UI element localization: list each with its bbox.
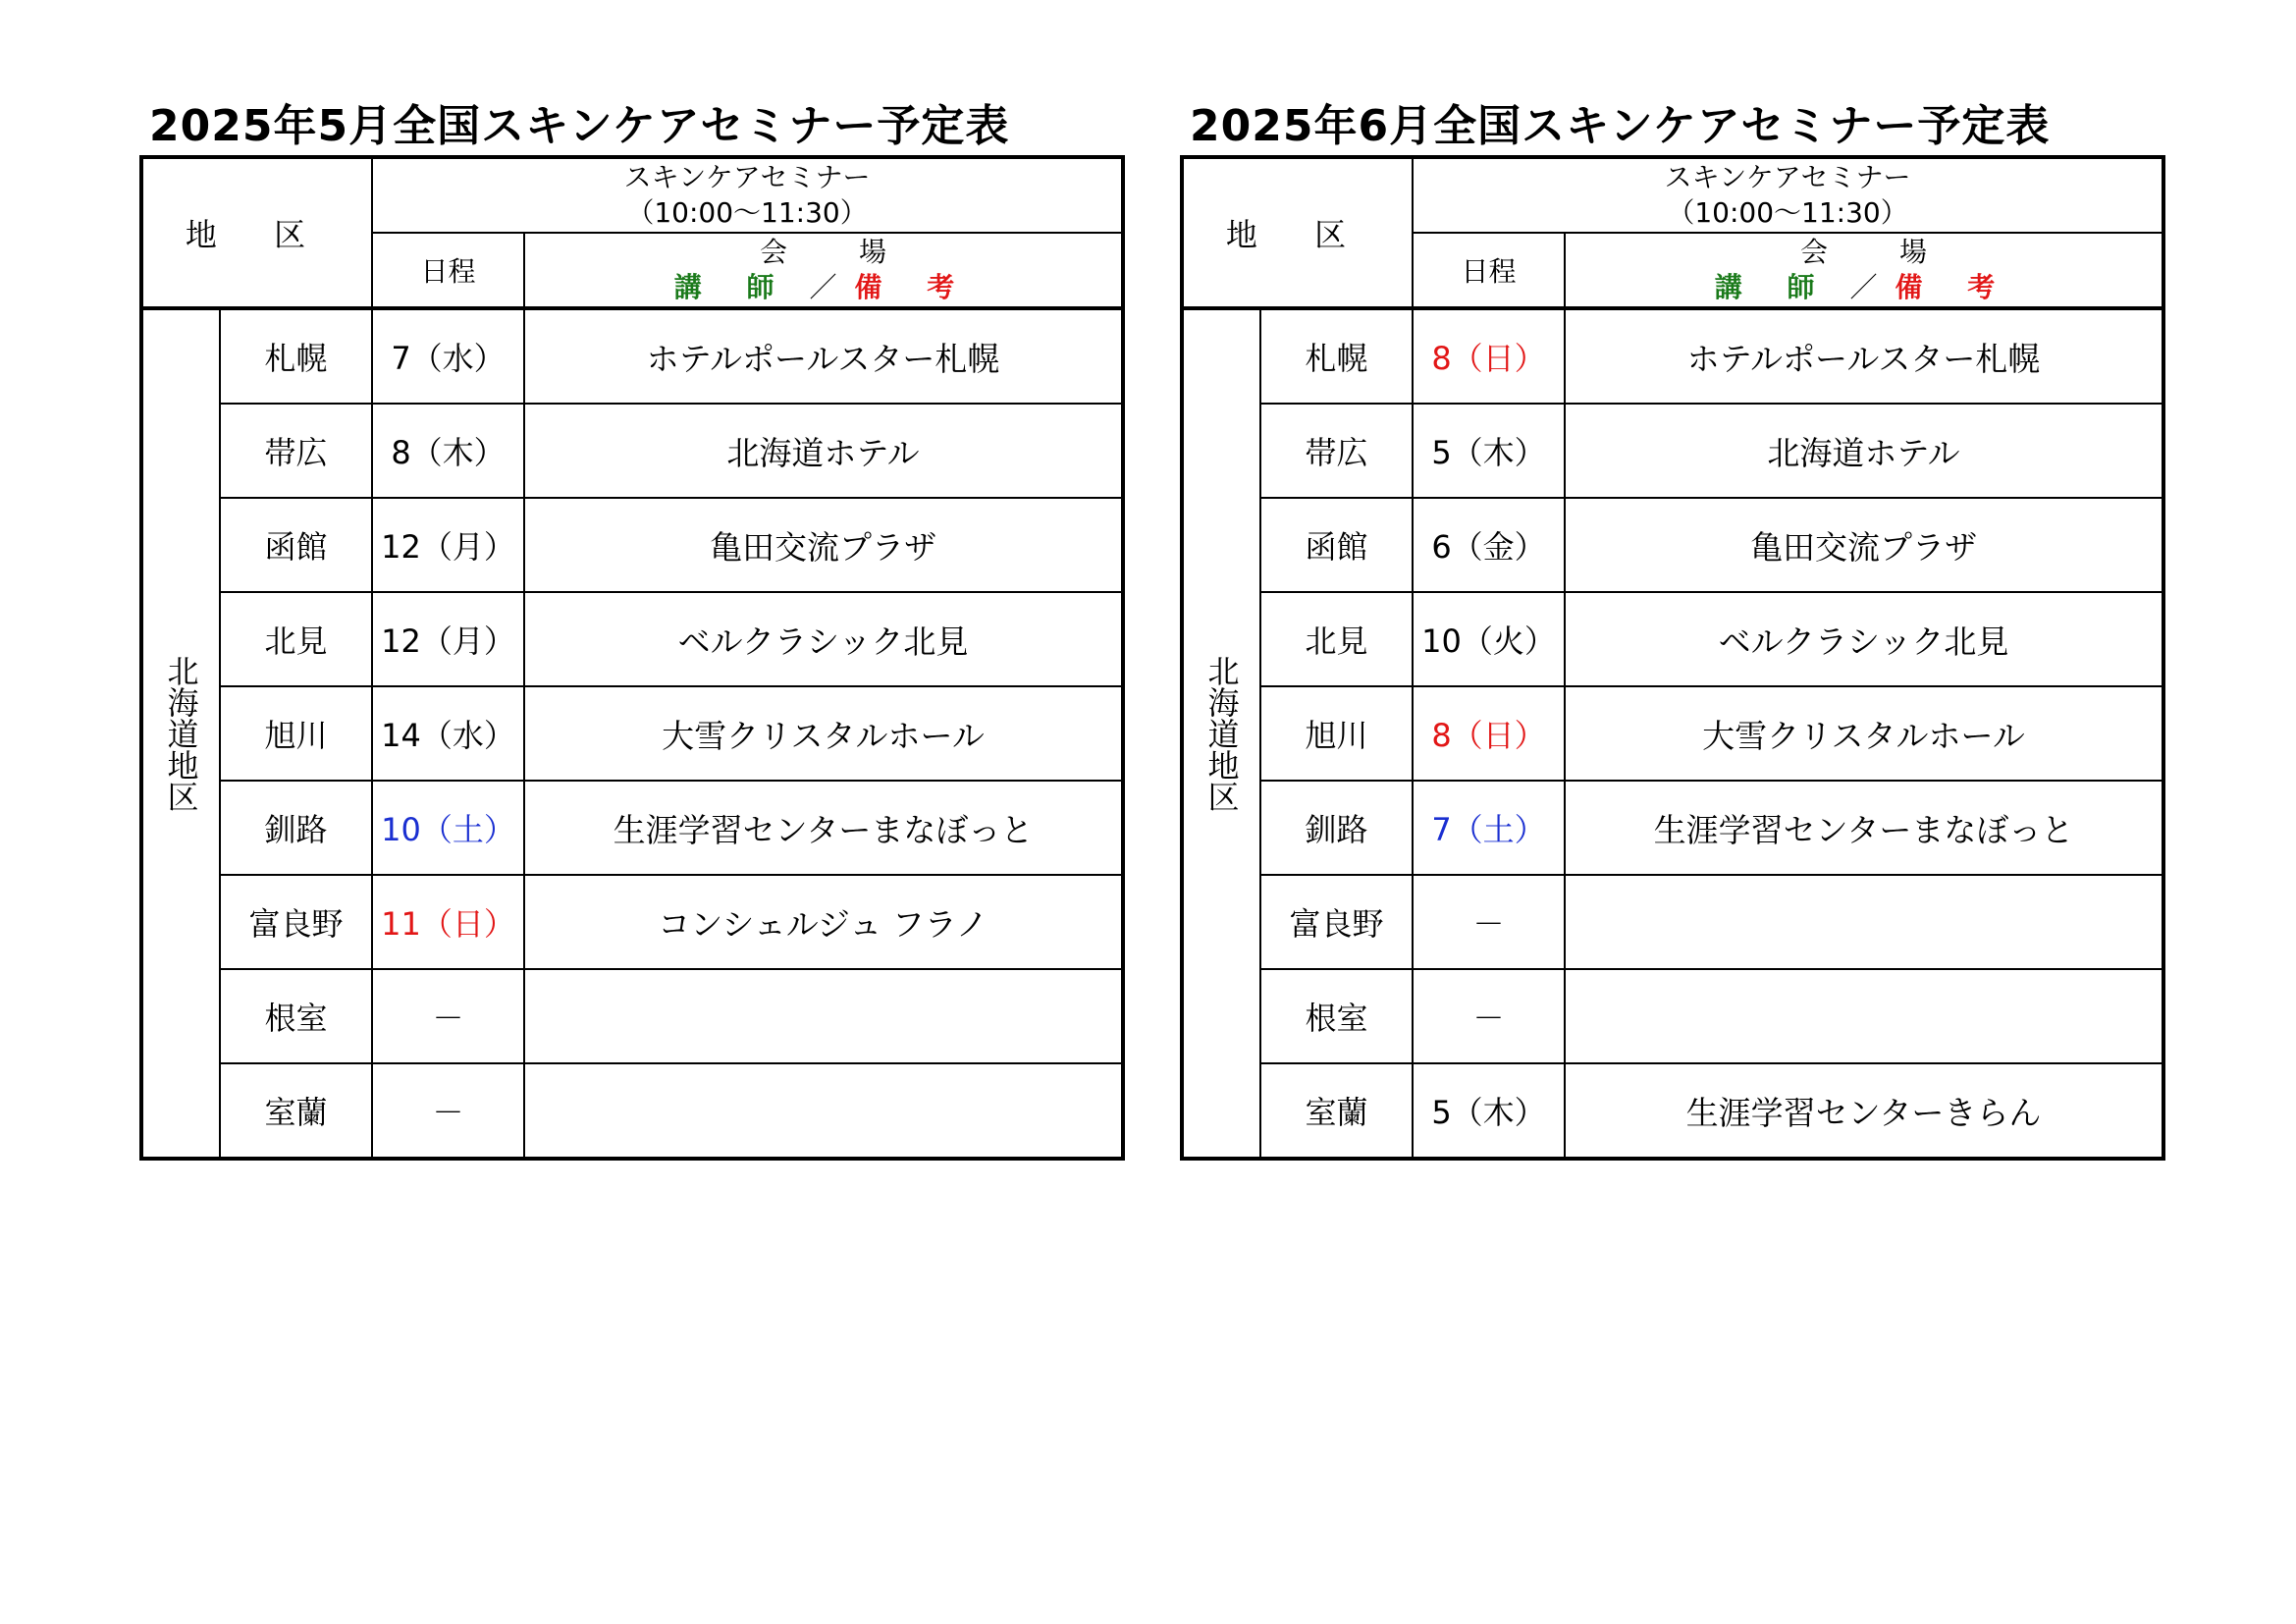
venue-label: 会 場 bbox=[760, 236, 918, 268]
date-header: 日程 bbox=[372, 233, 524, 308]
table-row bbox=[1182, 875, 2163, 969]
date-header: 日程 bbox=[1413, 233, 1565, 308]
venue-cell: 大雪クリスタルホール bbox=[524, 686, 1123, 781]
table-row bbox=[1182, 592, 2163, 686]
city-cell: 函館 bbox=[220, 498, 372, 592]
seminar-header bbox=[1413, 157, 2163, 233]
venue-header bbox=[524, 233, 1123, 308]
city-cell: 富良野 bbox=[220, 875, 372, 969]
date-cell: － bbox=[372, 969, 524, 1063]
schedule-june bbox=[1180, 98, 2162, 1161]
venue-cell bbox=[1565, 875, 2163, 969]
date-cell: 10（火） bbox=[1413, 592, 1565, 686]
venue-cell: 亀田交流プラザ bbox=[1565, 498, 2163, 592]
table-row bbox=[141, 781, 1123, 875]
area-header: 地 区 bbox=[141, 157, 372, 308]
venue-cell bbox=[524, 969, 1123, 1063]
table-row bbox=[141, 686, 1123, 781]
city-cell: 北見 bbox=[220, 592, 372, 686]
date-cell: 12（月） bbox=[372, 592, 524, 686]
city-cell: 釧路 bbox=[1260, 781, 1413, 875]
seminar-header bbox=[372, 157, 1123, 233]
venue-cell: 北海道ホテル bbox=[1565, 404, 2163, 498]
lecturer-label: 講 師 bbox=[673, 271, 792, 303]
venue-cell: コンシェルジュ フラノ bbox=[524, 875, 1123, 969]
table-row bbox=[1182, 686, 2163, 781]
schedule-table bbox=[1180, 155, 2165, 1161]
city-cell: 函館 bbox=[1260, 498, 1413, 592]
venue-cell: 生涯学習センターまなぼっと bbox=[524, 781, 1123, 875]
venue-cell: 大雪クリスタルホール bbox=[1565, 686, 2163, 781]
date-cell: － bbox=[1413, 969, 1565, 1063]
city-cell: 札幌 bbox=[220, 308, 372, 404]
seminar-title: スキンケアセミナー bbox=[1664, 161, 1911, 193]
date-cell: 7（水） bbox=[372, 308, 524, 404]
schedule-rows bbox=[141, 308, 1123, 1159]
table-row bbox=[141, 969, 1123, 1063]
table-row bbox=[141, 875, 1123, 969]
date-cell: 5（木） bbox=[1413, 404, 1565, 498]
venue-cell: 亀田交流プラザ bbox=[524, 498, 1123, 592]
date-cell: 14（水） bbox=[372, 686, 524, 781]
seminar-time: （10:00〜11:30） bbox=[1667, 196, 1908, 229]
date-cell: 10（土） bbox=[372, 781, 524, 875]
city-cell: 根室 bbox=[220, 969, 372, 1063]
date-cell: － bbox=[372, 1063, 524, 1159]
venue-cell bbox=[524, 1063, 1123, 1159]
seminar-title: スキンケアセミナー bbox=[623, 161, 871, 193]
city-cell: 旭川 bbox=[1260, 686, 1413, 781]
venue-cell: ホテルポールスター札幌 bbox=[1565, 308, 2163, 404]
city-cell: 北見 bbox=[1260, 592, 1413, 686]
date-cell: 5（木） bbox=[1413, 1063, 1565, 1159]
schedule-table bbox=[139, 155, 1125, 1161]
venue-cell: 北海道ホテル bbox=[524, 404, 1123, 498]
date-cell: 6（金） bbox=[1413, 498, 1565, 592]
city-cell: 釧路 bbox=[220, 781, 372, 875]
table-row bbox=[1182, 1063, 2163, 1159]
remarks-label: 備 考 bbox=[854, 271, 973, 303]
table-row bbox=[1182, 308, 2163, 404]
table-row bbox=[1182, 969, 2163, 1063]
schedule-may bbox=[139, 98, 1121, 1161]
date-cell: 11（日） bbox=[372, 875, 524, 969]
table-row bbox=[141, 308, 1123, 404]
venue-cell: 生涯学習センターまなぼっと bbox=[1565, 781, 2163, 875]
city-cell: 帯広 bbox=[220, 404, 372, 498]
venue-cell: 生涯学習センターきらん bbox=[1565, 1063, 2163, 1159]
table-row bbox=[141, 592, 1123, 686]
date-cell: － bbox=[1413, 875, 1565, 969]
page-title: 2025年6月全国スキンケアセミナー予定表 bbox=[1190, 101, 2051, 151]
city-cell: 室蘭 bbox=[220, 1063, 372, 1159]
page-title: 2025年5月全国スキンケアセミナー予定表 bbox=[149, 101, 1010, 151]
schedule-rows bbox=[1182, 308, 2163, 1159]
date-cell: 8（日） bbox=[1413, 308, 1565, 404]
city-cell: 旭川 bbox=[220, 686, 372, 781]
city-cell: 根室 bbox=[1260, 969, 1413, 1063]
area-header: 地 区 bbox=[1182, 157, 1413, 308]
city-cell: 富良野 bbox=[1260, 875, 1413, 969]
city-cell: 室蘭 bbox=[1260, 1063, 1413, 1159]
city-cell: 帯広 bbox=[1260, 404, 1413, 498]
venue-cell bbox=[1565, 969, 2163, 1063]
table-row bbox=[141, 1063, 1123, 1159]
lecturer-label: 講 師 bbox=[1714, 271, 1833, 303]
slash-separator: ／ bbox=[1849, 271, 1878, 303]
seminar-time: （10:00〜11:30） bbox=[626, 196, 868, 229]
region-label: 北海道地区 bbox=[141, 308, 220, 1159]
region-label: 北海道地区 bbox=[1182, 308, 1260, 1159]
venue-cell: ベルクラシック北見 bbox=[1565, 592, 2163, 686]
date-cell: 8（木） bbox=[372, 404, 524, 498]
table-row bbox=[1182, 781, 2163, 875]
table-row bbox=[141, 404, 1123, 498]
venue-label: 会 場 bbox=[1800, 236, 1958, 268]
date-cell: 12（月） bbox=[372, 498, 524, 592]
remarks-label: 備 考 bbox=[1895, 271, 2013, 303]
venue-cell: ホテルポールスター札幌 bbox=[524, 308, 1123, 404]
slash-separator: ／ bbox=[809, 271, 837, 303]
date-cell: 7（土） bbox=[1413, 781, 1565, 875]
city-cell: 札幌 bbox=[1260, 308, 1413, 404]
table-row bbox=[141, 498, 1123, 592]
venue-cell: ベルクラシック北見 bbox=[524, 592, 1123, 686]
venue-header bbox=[1565, 233, 2163, 308]
date-cell: 8（日） bbox=[1413, 686, 1565, 781]
table-row bbox=[1182, 404, 2163, 498]
table-row bbox=[1182, 498, 2163, 592]
